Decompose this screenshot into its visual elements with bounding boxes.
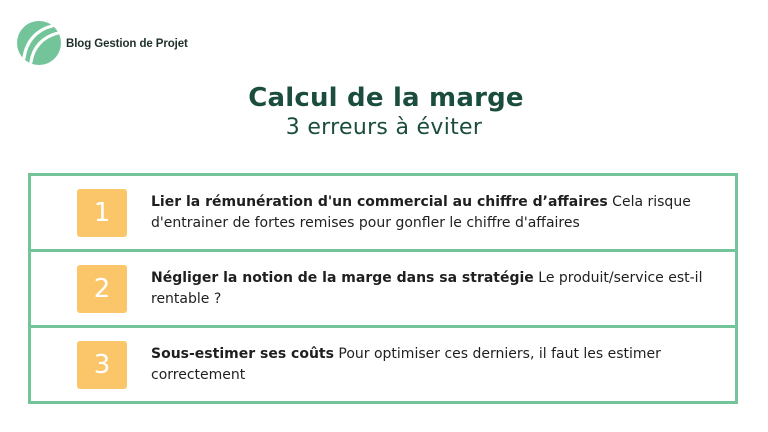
brand-name: Blog Gestion de Projet	[66, 38, 188, 50]
error-row-2	[31, 249, 735, 325]
error-description-3: Pour optimiser ces derniers, il faut les estimer correctement	[151, 345, 661, 383]
error-row-3	[31, 325, 735, 401]
page-title: Calcul de la marge	[248, 83, 524, 113]
errors-table	[28, 173, 738, 404]
number-badge-3: 3	[77, 341, 127, 389]
error-text-3	[151, 344, 735, 386]
error-title-3: Sous-estimer ses coûts	[151, 345, 334, 362]
error-text-2	[151, 268, 735, 310]
page-subtitle: 3 erreurs à éviter	[285, 115, 483, 140]
error-title-2: Négliger la notion de la marge dans sa stratégie	[151, 269, 534, 286]
number-badge-2: 2	[77, 265, 127, 313]
error-text-1	[151, 192, 735, 234]
brand	[16, 20, 188, 66]
error-row-1	[31, 176, 735, 249]
error-title-1: Lier la rémunération d'un commercial au chiffre d’affaires	[151, 193, 608, 210]
error-description-2: Le produit/service est-il rentable ?	[151, 269, 703, 307]
green-leaf-logo-icon	[16, 20, 62, 66]
number-badge-1: 1	[77, 189, 127, 237]
error-description-1: Cela risque d'entrainer de fortes remises pour gonfler le chiffre d'affaires	[151, 193, 691, 231]
